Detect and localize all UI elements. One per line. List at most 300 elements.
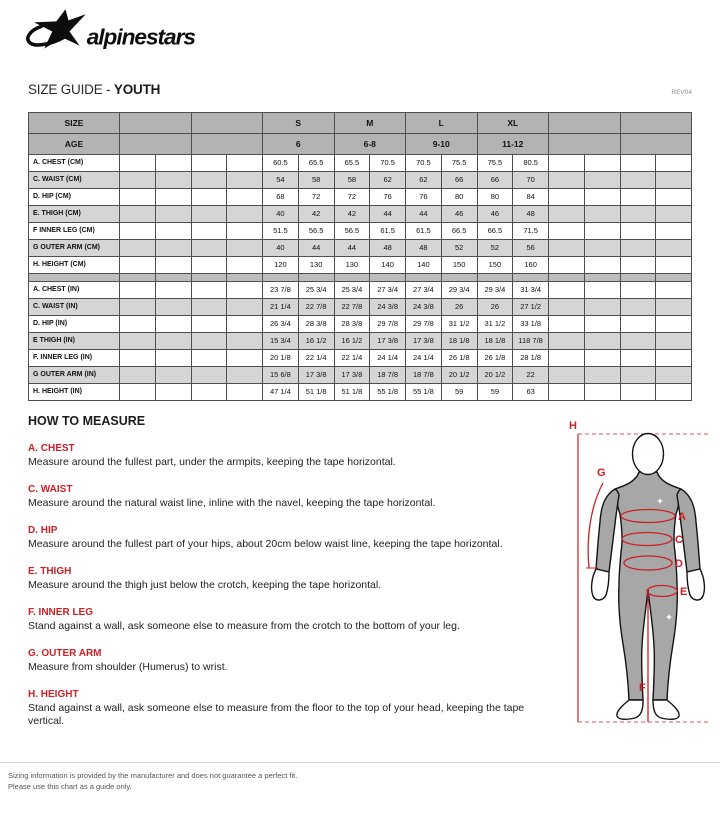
value-cell: 58 — [334, 172, 370, 189]
revision-label: REV04 — [671, 89, 692, 96]
value-cell: 16 1/2 — [334, 333, 370, 350]
empty-cell — [120, 384, 156, 401]
empty-cell — [549, 172, 585, 189]
value-cell: 28 1/8 — [513, 350, 549, 367]
empty-cell — [656, 384, 692, 401]
measure-item-text: Measure from shoulder (Humerus) to wrist. — [28, 661, 228, 673]
empty-cell — [584, 333, 620, 350]
table-row — [29, 223, 692, 240]
page-title-category: YOUTH — [113, 82, 161, 97]
empty-cell — [656, 206, 692, 223]
empty-cell — [620, 333, 656, 350]
empty-cell — [549, 240, 585, 257]
value-cell: 55 1/8 — [406, 384, 442, 401]
empty-cell — [620, 155, 656, 172]
value-cell: 20 1/2 — [477, 367, 513, 384]
empty-cell — [191, 257, 227, 274]
spacer-row — [29, 274, 692, 282]
empty-cell — [120, 223, 156, 240]
empty-cell — [191, 350, 227, 367]
empty-cell — [191, 367, 227, 384]
footer-divider — [0, 762, 720, 763]
spacer-cell — [441, 274, 477, 282]
empty-cell — [155, 206, 191, 223]
spacer-cell — [120, 274, 156, 282]
measure-item-heading: G. OUTER ARM — [28, 648, 102, 659]
empty-cell — [656, 155, 692, 172]
value-cell: 58 — [298, 172, 334, 189]
empty-cell — [549, 384, 585, 401]
label-inner-leg: F — [639, 682, 646, 694]
empty-cell — [227, 282, 263, 299]
page-title — [28, 82, 160, 97]
size-col-xl: XL — [477, 113, 549, 134]
size-table — [28, 112, 692, 401]
empty-cell — [549, 333, 585, 350]
value-cell: 44 — [298, 240, 334, 257]
value-cell: 70 — [513, 172, 549, 189]
value-cell: 25 3/4 — [298, 282, 334, 299]
label-outer-arm: G — [597, 467, 606, 479]
size-header-label: SIZE — [29, 113, 120, 134]
value-cell: 56.5 — [334, 223, 370, 240]
value-cell: 17 3/8 — [298, 367, 334, 384]
table-row — [29, 333, 692, 350]
measure-item-text: Measure around the natural waist line, inline with the navel, keeping the tape horizontal. — [28, 497, 436, 509]
measure-item-text: Measure around the thigh just below the crotch, keeping the tape horizontal. — [28, 579, 382, 591]
empty-header-cell — [549, 113, 621, 134]
logo-wordmark: alpinestars — [86, 24, 196, 50]
row-label: G OUTER ARM (IN) — [29, 367, 120, 384]
empty-header-cell — [191, 113, 263, 134]
value-cell: 18 1/8 — [477, 333, 513, 350]
value-cell: 71.5 — [513, 223, 549, 240]
empty-header-cell — [549, 134, 621, 155]
age-header-row — [29, 134, 692, 155]
empty-cell — [620, 282, 656, 299]
measure-item-heading: C. WAIST — [28, 484, 73, 495]
empty-cell — [120, 282, 156, 299]
empty-cell — [227, 189, 263, 206]
value-cell: 16 1/2 — [298, 333, 334, 350]
value-cell: 48 — [513, 206, 549, 223]
empty-header-cell — [120, 113, 192, 134]
empty-cell — [120, 299, 156, 316]
measure-item-text: Measure around the fullest part, under the armpits, keeping the tape horizontal. — [28, 456, 396, 468]
value-cell: 24 1/4 — [370, 350, 406, 367]
empty-header-cell — [191, 134, 263, 155]
value-cell: 56 — [513, 240, 549, 257]
empty-cell — [620, 240, 656, 257]
value-cell: 48 — [406, 240, 442, 257]
value-cell: 20 1/2 — [441, 367, 477, 384]
value-cell: 42 — [334, 206, 370, 223]
value-cell: 24 3/8 — [406, 299, 442, 316]
value-cell: 44 — [406, 206, 442, 223]
value-cell: 70.5 — [406, 155, 442, 172]
measure-item-text: Measure around the fullest part of your hips, about 20cm below waist line, keeping the tape horizontal. — [28, 538, 503, 550]
value-cell: 31 3/4 — [513, 282, 549, 299]
empty-cell — [549, 257, 585, 274]
empty-cell — [227, 333, 263, 350]
empty-cell — [656, 333, 692, 350]
empty-cell — [155, 240, 191, 257]
section-title: HOW TO MEASURE — [28, 414, 146, 428]
empty-cell — [549, 155, 585, 172]
empty-cell — [656, 282, 692, 299]
title-row — [28, 82, 692, 97]
figure-head — [633, 434, 664, 475]
value-cell: 59 — [477, 384, 513, 401]
empty-cell — [191, 299, 227, 316]
measure-item — [28, 689, 556, 728]
value-cell: 29 3/4 — [441, 282, 477, 299]
value-cell: 27 3/4 — [406, 282, 442, 299]
empty-cell — [549, 350, 585, 367]
empty-cell — [155, 155, 191, 172]
empty-cell — [155, 172, 191, 189]
empty-cell — [191, 189, 227, 206]
empty-cell — [155, 350, 191, 367]
size-col-m: M — [334, 113, 406, 134]
empty-cell — [120, 367, 156, 384]
value-cell: 51.5 — [263, 223, 299, 240]
age-header-label: AGE — [29, 134, 120, 155]
empty-cell — [584, 257, 620, 274]
spacer-cell — [656, 274, 692, 282]
value-cell: 84 — [513, 189, 549, 206]
empty-header-cell — [620, 134, 692, 155]
value-cell: 72 — [298, 189, 334, 206]
row-label: H. HEIGHT (IN) — [29, 384, 120, 401]
empty-cell — [549, 189, 585, 206]
figure-foot-left — [617, 700, 643, 719]
empty-cell — [584, 316, 620, 333]
value-cell: 76 — [406, 189, 442, 206]
value-cell: 66.5 — [441, 223, 477, 240]
value-cell: 80 — [441, 189, 477, 206]
footer-line-1: Sizing information is provided by the manufacturer and does not guarantee a perfect fit. — [8, 771, 298, 780]
empty-cell — [227, 350, 263, 367]
value-cell: 160 — [513, 257, 549, 274]
value-cell: 54 — [263, 172, 299, 189]
label-waist: C — [675, 534, 683, 546]
value-cell: 17 3/8 — [370, 333, 406, 350]
empty-cell — [227, 155, 263, 172]
value-cell: 22 1/4 — [334, 350, 370, 367]
empty-cell — [120, 240, 156, 257]
value-cell: 75.5 — [441, 155, 477, 172]
value-cell: 118 7/8 — [513, 333, 549, 350]
value-cell: 29 7/8 — [406, 316, 442, 333]
measure-item-heading: D. HIP — [28, 525, 58, 536]
spacer-cell — [370, 274, 406, 282]
table-row — [29, 172, 692, 189]
value-cell: 18 7/8 — [370, 367, 406, 384]
value-cell: 23 7/8 — [263, 282, 299, 299]
age-col-m: 6-8 — [334, 134, 406, 155]
empty-cell — [155, 316, 191, 333]
empty-cell — [584, 223, 620, 240]
spacer-cell — [406, 274, 442, 282]
value-cell: 18 1/8 — [441, 333, 477, 350]
empty-header-cell — [620, 113, 692, 134]
value-cell: 22 — [513, 367, 549, 384]
empty-cell — [120, 155, 156, 172]
measure-item-heading: E. THIGH — [28, 566, 72, 577]
empty-cell — [584, 189, 620, 206]
empty-cell — [227, 240, 263, 257]
spacer-cell — [584, 274, 620, 282]
spacer-cell — [155, 274, 191, 282]
empty-cell — [191, 240, 227, 257]
page-title-prefix: SIZE GUIDE - — [28, 82, 114, 97]
empty-cell — [584, 367, 620, 384]
spacer-cell — [29, 274, 120, 282]
empty-cell — [656, 316, 692, 333]
empty-cell — [191, 223, 227, 240]
value-cell: 22 1/4 — [298, 350, 334, 367]
value-cell: 24 1/4 — [406, 350, 442, 367]
value-cell: 52 — [441, 240, 477, 257]
empty-cell — [584, 240, 620, 257]
empty-cell — [549, 316, 585, 333]
value-cell: 22 7/8 — [334, 299, 370, 316]
empty-cell — [155, 384, 191, 401]
table-row — [29, 384, 692, 401]
spacer-cell — [620, 274, 656, 282]
value-cell: 28 3/8 — [334, 316, 370, 333]
spacer-cell — [227, 274, 263, 282]
figure-hand-right — [687, 569, 704, 600]
value-cell: 55 1/8 — [370, 384, 406, 401]
empty-cell — [620, 299, 656, 316]
measure-item — [28, 566, 556, 592]
empty-cell — [227, 223, 263, 240]
alpinestars-logo-graphic — [26, 8, 198, 64]
value-cell: 65.5 — [298, 155, 334, 172]
spacer-cell — [549, 274, 585, 282]
spacer-cell — [298, 274, 334, 282]
alpinestars-logo — [26, 8, 198, 64]
empty-cell — [227, 172, 263, 189]
empty-cell — [620, 367, 656, 384]
empty-cell — [656, 367, 692, 384]
size-table-wrapper — [28, 112, 692, 401]
value-cell: 80 — [477, 189, 513, 206]
value-cell: 59 — [441, 384, 477, 401]
empty-cell — [191, 206, 227, 223]
empty-cell — [620, 172, 656, 189]
empty-cell — [584, 384, 620, 401]
empty-cell — [227, 299, 263, 316]
empty-cell — [191, 172, 227, 189]
value-cell: 44 — [370, 206, 406, 223]
row-label: F INNER LEG (CM) — [29, 223, 120, 240]
empty-cell — [155, 189, 191, 206]
table-row — [29, 367, 692, 384]
spacer-cell — [263, 274, 299, 282]
empty-cell — [191, 333, 227, 350]
row-label: H. HEIGHT (CM) — [29, 257, 120, 274]
value-cell: 46 — [441, 206, 477, 223]
value-cell: 26 1/8 — [477, 350, 513, 367]
value-cell: 29 3/4 — [477, 282, 513, 299]
value-cell: 70.5 — [370, 155, 406, 172]
value-cell: 150 — [477, 257, 513, 274]
empty-cell — [656, 172, 692, 189]
figure-hand-left — [592, 569, 609, 600]
in-measurements-section — [29, 282, 692, 401]
value-cell: 52 — [477, 240, 513, 257]
empty-cell — [549, 282, 585, 299]
value-cell: 42 — [298, 206, 334, 223]
size-col-s: S — [263, 113, 335, 134]
row-label: E THIGH (IN) — [29, 333, 120, 350]
empty-cell — [120, 350, 156, 367]
empty-cell — [584, 172, 620, 189]
empty-cell — [155, 223, 191, 240]
label-thigh: E — [680, 586, 688, 598]
empty-cell — [584, 350, 620, 367]
value-cell: 150 — [441, 257, 477, 274]
how-to-measure-section — [28, 414, 556, 743]
label-hip: D — [675, 558, 683, 570]
value-cell: 25 3/4 — [334, 282, 370, 299]
empty-cell — [584, 299, 620, 316]
empty-header-cell — [120, 134, 192, 155]
table-row — [29, 206, 692, 223]
empty-cell — [155, 367, 191, 384]
empty-cell — [656, 240, 692, 257]
measurement-figure-illustration — [556, 410, 716, 740]
value-cell: 66 — [477, 172, 513, 189]
measure-item — [28, 648, 556, 674]
value-cell: 24 3/8 — [370, 299, 406, 316]
row-label: E. THIGH (CM) — [29, 206, 120, 223]
age-col-l: 9-10 — [406, 134, 478, 155]
age-col-xl: 11-12 — [477, 134, 549, 155]
value-cell: 31 1/2 — [441, 316, 477, 333]
value-cell: 40 — [263, 206, 299, 223]
row-label: G OUTER ARM (CM) — [29, 240, 120, 257]
empty-cell — [656, 299, 692, 316]
measure-item-heading: H. HEIGHT — [28, 689, 79, 700]
value-cell: 17 3/8 — [406, 333, 442, 350]
value-cell: 15 6/8 — [263, 367, 299, 384]
empty-cell — [191, 155, 227, 172]
value-cell: 44 — [334, 240, 370, 257]
empty-cell — [227, 367, 263, 384]
row-label: D. HIP (IN) — [29, 316, 120, 333]
value-cell: 130 — [298, 257, 334, 274]
value-cell: 66.5 — [477, 223, 513, 240]
value-cell: 61.5 — [370, 223, 406, 240]
value-cell: 51 1/8 — [298, 384, 334, 401]
label-chest: A — [678, 511, 686, 523]
measure-item — [28, 525, 556, 551]
size-header-row — [29, 113, 692, 134]
empty-cell — [120, 172, 156, 189]
row-label: A. CHEST (CM) — [29, 155, 120, 172]
value-cell: 61.5 — [406, 223, 442, 240]
value-cell: 26 1/8 — [441, 350, 477, 367]
empty-cell — [227, 206, 263, 223]
empty-cell — [620, 350, 656, 367]
age-col-s: 6 — [263, 134, 335, 155]
empty-cell — [120, 206, 156, 223]
empty-cell — [620, 257, 656, 274]
value-cell: 51 1/8 — [334, 384, 370, 401]
empty-cell — [656, 189, 692, 206]
empty-cell — [584, 206, 620, 223]
table-row — [29, 350, 692, 367]
value-cell: 20 1/8 — [263, 350, 299, 367]
spacer-cell — [334, 274, 370, 282]
value-cell: 130 — [334, 257, 370, 274]
measure-item-heading: F. INNER LEG — [28, 607, 94, 618]
row-label: A. CHEST (IN) — [29, 282, 120, 299]
empty-cell — [620, 384, 656, 401]
measure-item-text: Stand against a wall, ask someone else to measure from the floor to the top of your head, keeping the tape vertical. — [28, 702, 525, 727]
figure-foot-right — [653, 700, 679, 719]
table-row — [29, 240, 692, 257]
empty-cell — [584, 155, 620, 172]
empty-cell — [120, 257, 156, 274]
value-cell: 56.5 — [298, 223, 334, 240]
value-cell: 65.5 — [334, 155, 370, 172]
empty-cell — [620, 223, 656, 240]
value-cell: 26 — [441, 299, 477, 316]
value-cell: 46 — [477, 206, 513, 223]
table-row — [29, 189, 692, 206]
value-cell: 80.5 — [513, 155, 549, 172]
table-row — [29, 257, 692, 274]
value-cell: 26 3/4 — [263, 316, 299, 333]
value-cell: 22 7/8 — [298, 299, 334, 316]
measure-item — [28, 443, 556, 469]
row-label: F. INNER LEG (IN) — [29, 350, 120, 367]
value-cell: 48 — [370, 240, 406, 257]
value-cell: 40 — [263, 240, 299, 257]
empty-cell — [549, 206, 585, 223]
empty-cell — [120, 189, 156, 206]
value-cell: 68 — [263, 189, 299, 206]
measure-item — [28, 484, 556, 510]
measure-item — [28, 607, 556, 633]
empty-cell — [120, 333, 156, 350]
empty-cell — [191, 282, 227, 299]
empty-cell — [620, 189, 656, 206]
table-row — [29, 299, 692, 316]
value-cell: 26 — [477, 299, 513, 316]
spacer-cell — [477, 274, 513, 282]
value-cell: 63 — [513, 384, 549, 401]
value-cell: 75.5 — [477, 155, 513, 172]
empty-cell — [227, 257, 263, 274]
value-cell: 15 3/4 — [263, 333, 299, 350]
value-cell: 21 1/4 — [263, 299, 299, 316]
empty-cell — [620, 316, 656, 333]
size-col-l: L — [406, 113, 478, 134]
empty-cell — [227, 384, 263, 401]
value-cell: 47 1/4 — [263, 384, 299, 401]
empty-cell — [191, 316, 227, 333]
row-label: D. HIP (CM) — [29, 189, 120, 206]
empty-cell — [120, 316, 156, 333]
row-label: C. WAIST (CM) — [29, 172, 120, 189]
footer-line-2: Please use this chart as a guide only. — [8, 782, 132, 791]
